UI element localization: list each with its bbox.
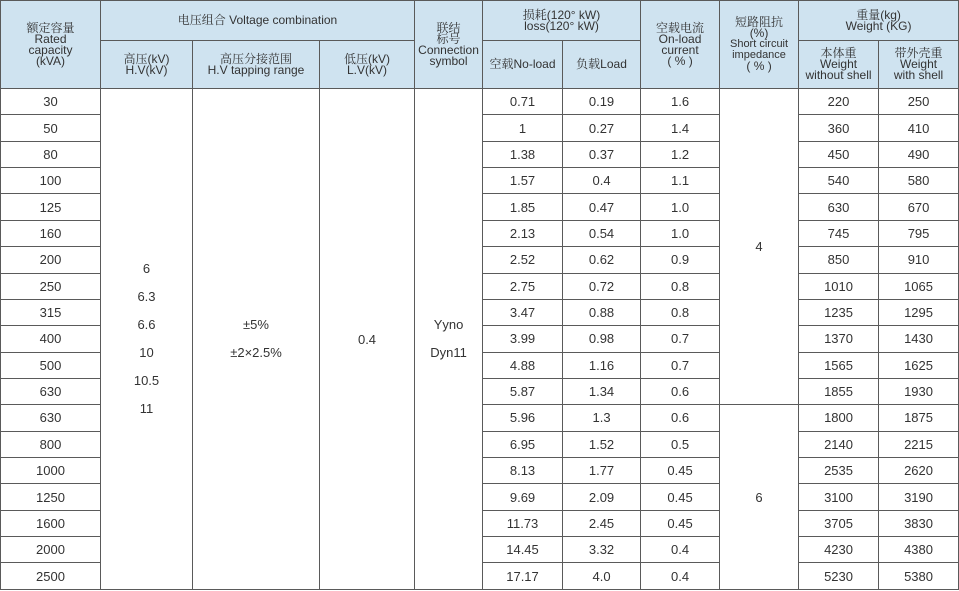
cell-no-load-current: 0.7 bbox=[641, 326, 720, 352]
header-rated-capacity bbox=[1, 1, 101, 89]
cell-weight-without-shell: 360 bbox=[799, 115, 879, 141]
cell-load-loss: 0.27 bbox=[563, 115, 641, 141]
cell-no-load-current: 1.6 bbox=[641, 89, 720, 115]
cell-load-loss: 4.0 bbox=[563, 563, 641, 590]
cell-weight-without-shell: 220 bbox=[799, 89, 879, 115]
cell-weight-without-shell: 540 bbox=[799, 168, 879, 194]
header-short-circuit-impedance bbox=[720, 1, 799, 89]
cell-weight-with-shell: 1430 bbox=[879, 326, 959, 352]
cell-load-loss: 1.52 bbox=[563, 431, 641, 457]
cell-capacity: 100 bbox=[1, 168, 101, 194]
cell-weight-with-shell: 1065 bbox=[879, 273, 959, 299]
header-load-loss: 负载Load bbox=[563, 41, 641, 89]
header-impedance-unit1: (%) bbox=[749, 26, 769, 40]
cell-weight-with-shell: 1295 bbox=[879, 299, 959, 325]
header-voltage-combination: 电压组合 Voltage combination bbox=[101, 1, 415, 41]
cell-weight-with-shell: 795 bbox=[879, 220, 959, 246]
cell-load-loss: 0.62 bbox=[563, 247, 641, 273]
cell-load-loss: 2.09 bbox=[563, 484, 641, 510]
cell-load-loss: 0.4 bbox=[563, 168, 641, 194]
header-impedance-en2: impedance bbox=[732, 49, 786, 61]
cell-no-load-loss: 5.96 bbox=[483, 405, 563, 431]
header-loss bbox=[483, 1, 641, 41]
cell-capacity: 2500 bbox=[1, 563, 101, 590]
cell-weight-with-shell: 4380 bbox=[879, 537, 959, 563]
cell-load-loss: 0.54 bbox=[563, 220, 641, 246]
header-weight-shell-en2: with shell bbox=[893, 68, 944, 82]
cell-hv-tapping-line: ±2×2.5% bbox=[230, 345, 282, 360]
cell-no-load-loss: 1.38 bbox=[483, 141, 563, 167]
header-current-cn: 空载电流 bbox=[656, 20, 705, 35]
header-capacity-unit: (kVA) bbox=[35, 53, 66, 68]
cell-no-load-loss: 1 bbox=[483, 115, 563, 141]
header-connection-en2: symbol bbox=[429, 53, 468, 68]
header-weight-body-en1: Weight bbox=[819, 57, 858, 71]
header-lv bbox=[320, 41, 415, 89]
cell-no-load-loss: 8.13 bbox=[483, 458, 563, 484]
cell-capacity: 1000 bbox=[1, 458, 101, 484]
cell-weight-with-shell: 910 bbox=[879, 247, 959, 273]
header-hv-tapping bbox=[193, 41, 320, 89]
cell-no-load-current: 1.4 bbox=[641, 115, 720, 141]
cell-weight-with-shell: 670 bbox=[879, 194, 959, 220]
cell-load-loss: 1.16 bbox=[563, 352, 641, 378]
table-body bbox=[1, 89, 959, 590]
cell-weight-without-shell: 1235 bbox=[799, 299, 879, 325]
header-weight-without-shell bbox=[799, 41, 879, 89]
cell-weight-with-shell: 250 bbox=[879, 89, 959, 115]
cell-load-loss: 0.88 bbox=[563, 299, 641, 325]
cell-capacity: 50 bbox=[1, 115, 101, 141]
cell-capacity: 315 bbox=[1, 299, 101, 325]
cell-hv-tapping bbox=[193, 89, 320, 590]
cell-no-load-current: 1.1 bbox=[641, 168, 720, 194]
cell-no-load-loss: 17.17 bbox=[483, 563, 563, 590]
cell-load-loss: 0.72 bbox=[563, 273, 641, 299]
header-connection-cn2: 标号 bbox=[436, 31, 461, 46]
cell-no-load-current: 0.45 bbox=[641, 510, 720, 536]
cell-lv-voltage: 0.4 bbox=[320, 89, 415, 590]
cell-hv-voltages-line: 6 bbox=[142, 261, 151, 276]
cell-no-load-current: 0.45 bbox=[641, 458, 720, 484]
header-capacity-cn: 额定容量 bbox=[26, 20, 75, 35]
cell-no-load-current: 1.0 bbox=[641, 194, 720, 220]
cell-no-load-loss: 1.57 bbox=[483, 168, 563, 194]
header-lv-cn: 低压(kV) bbox=[344, 51, 390, 66]
header-no-load-loss: 空载No-load bbox=[483, 41, 563, 89]
cell-capacity: 1600 bbox=[1, 510, 101, 536]
cell-capacity: 630 bbox=[1, 378, 101, 404]
cell-capacity: 30 bbox=[1, 89, 101, 115]
cell-weight-with-shell: 490 bbox=[879, 141, 959, 167]
cell-hv-voltages-line: 10.5 bbox=[133, 373, 160, 388]
cell-impedance-4: 4 bbox=[720, 89, 799, 405]
cell-weight-with-shell: 410 bbox=[879, 115, 959, 141]
header-loss-cn: 损耗(120° kW) bbox=[522, 7, 601, 22]
cell-load-loss: 0.98 bbox=[563, 326, 641, 352]
table-row bbox=[1, 89, 959, 115]
table-header bbox=[1, 1, 959, 89]
header-lv-en: L.V(kV) bbox=[347, 62, 388, 77]
cell-no-load-current: 1.0 bbox=[641, 220, 720, 246]
cell-load-loss: 2.45 bbox=[563, 510, 641, 536]
header-current-en2: current bbox=[661, 42, 699, 57]
cell-weight-with-shell: 1930 bbox=[879, 378, 959, 404]
header-weight-en: Weight (KG) bbox=[845, 18, 912, 33]
cell-no-load-loss: 6.95 bbox=[483, 431, 563, 457]
cell-weight-without-shell: 3100 bbox=[799, 484, 879, 510]
cell-capacity: 1250 bbox=[1, 484, 101, 510]
cell-weight-without-shell: 630 bbox=[799, 194, 879, 220]
cell-capacity: 2000 bbox=[1, 537, 101, 563]
header-connection-symbol bbox=[415, 1, 483, 89]
header-tapping-cn: 高压分接范围 bbox=[219, 51, 292, 66]
cell-weight-with-shell: 1625 bbox=[879, 352, 959, 378]
cell-weight-without-shell: 2535 bbox=[799, 458, 879, 484]
cell-weight-without-shell: 745 bbox=[799, 220, 879, 246]
cell-capacity: 250 bbox=[1, 273, 101, 299]
cell-load-loss: 0.19 bbox=[563, 89, 641, 115]
header-weight-shell-cn: 带外壳重 bbox=[894, 46, 943, 60]
cell-capacity: 200 bbox=[1, 247, 101, 273]
cell-no-load-loss: 11.73 bbox=[483, 510, 563, 536]
cell-no-load-loss: 2.13 bbox=[483, 220, 563, 246]
cell-hv-voltages-line: 10 bbox=[139, 345, 154, 360]
cell-hv-voltages bbox=[101, 89, 193, 590]
header-weight-body-en2: without shell bbox=[805, 68, 872, 82]
cell-hv-voltages-line: 6.6 bbox=[137, 317, 156, 332]
header-connection-cn1: 联结 bbox=[436, 20, 461, 35]
cell-no-load-current: 0.6 bbox=[641, 378, 720, 404]
cell-capacity: 800 bbox=[1, 431, 101, 457]
cell-impedance-6: 6 bbox=[720, 405, 799, 590]
cell-hv-tapping-line: ±5% bbox=[243, 317, 269, 332]
cell-no-load-current: 0.5 bbox=[641, 431, 720, 457]
cell-load-loss: 0.47 bbox=[563, 194, 641, 220]
cell-capacity: 630 bbox=[1, 405, 101, 431]
cell-no-load-loss: 0.71 bbox=[483, 89, 563, 115]
cell-load-loss: 0.37 bbox=[563, 141, 641, 167]
header-no-load-current bbox=[641, 1, 720, 89]
header-capacity-en2: capacity bbox=[28, 42, 73, 57]
cell-no-load-current: 0.9 bbox=[641, 247, 720, 273]
header-weight-with-shell bbox=[879, 41, 959, 89]
header-impedance-en1: Short circuit bbox=[729, 38, 789, 50]
cell-no-load-current: 0.8 bbox=[641, 273, 720, 299]
cell-connection-symbol bbox=[415, 89, 483, 590]
cell-weight-without-shell: 4230 bbox=[799, 537, 879, 563]
cell-weight-without-shell: 3705 bbox=[799, 510, 879, 536]
header-weight-shell-en1: Weight bbox=[899, 57, 938, 71]
cell-weight-with-shell: 2620 bbox=[879, 458, 959, 484]
header-weight bbox=[799, 1, 959, 41]
cell-weight-with-shell: 2215 bbox=[879, 431, 959, 457]
cell-weight-with-shell: 1875 bbox=[879, 405, 959, 431]
header-hv-cn: 高压(kV) bbox=[123, 51, 170, 66]
cell-no-load-current: 1.2 bbox=[641, 141, 720, 167]
cell-weight-without-shell: 5230 bbox=[799, 563, 879, 590]
cell-no-load-loss: 2.75 bbox=[483, 273, 563, 299]
cell-no-load-current: 0.4 bbox=[641, 537, 720, 563]
cell-no-load-loss: 3.99 bbox=[483, 326, 563, 352]
cell-no-load-loss: 9.69 bbox=[483, 484, 563, 510]
cell-no-load-loss: 14.45 bbox=[483, 537, 563, 563]
cell-no-load-current: 0.8 bbox=[641, 299, 720, 325]
header-tapping-en: H.V tapping range bbox=[207, 62, 305, 77]
cell-no-load-loss: 1.85 bbox=[483, 194, 563, 220]
cell-weight-with-shell: 5380 bbox=[879, 563, 959, 590]
cell-hv-voltages-line: 11 bbox=[139, 401, 154, 416]
cell-no-load-loss: 3.47 bbox=[483, 299, 563, 325]
cell-no-load-current: 0.6 bbox=[641, 405, 720, 431]
cell-capacity: 160 bbox=[1, 220, 101, 246]
cell-weight-with-shell: 3830 bbox=[879, 510, 959, 536]
cell-no-load-loss: 4.88 bbox=[483, 352, 563, 378]
cell-hv-voltages-line: 6.3 bbox=[137, 289, 156, 304]
cell-load-loss: 1.77 bbox=[563, 458, 641, 484]
cell-load-loss: 1.34 bbox=[563, 378, 641, 404]
cell-connection-symbol-line: Dyn11 bbox=[430, 345, 467, 360]
header-loss-en: loss(120° kW) bbox=[524, 18, 599, 33]
header-impedance-unit2: ( % ) bbox=[746, 59, 772, 73]
cell-no-load-loss: 5.87 bbox=[483, 378, 563, 404]
cell-weight-without-shell: 1800 bbox=[799, 405, 879, 431]
cell-weight-without-shell: 850 bbox=[799, 247, 879, 273]
cell-weight-with-shell: 3190 bbox=[879, 484, 959, 510]
header-connection-en1: Connection bbox=[418, 42, 479, 57]
cell-capacity: 80 bbox=[1, 141, 101, 167]
header-current-en1: On-load bbox=[658, 31, 702, 46]
header-impedance-cn: 短路阻抗 bbox=[735, 15, 784, 29]
header-hv-en: H.V(kV) bbox=[125, 62, 168, 77]
cell-weight-without-shell: 1855 bbox=[799, 378, 879, 404]
cell-weight-without-shell: 450 bbox=[799, 141, 879, 167]
cell-weight-with-shell: 580 bbox=[879, 168, 959, 194]
header-current-unit: ( % ) bbox=[667, 53, 693, 68]
cell-weight-without-shell: 1565 bbox=[799, 352, 879, 378]
header-weight-cn: 重量(kg) bbox=[856, 7, 901, 22]
cell-capacity: 400 bbox=[1, 326, 101, 352]
cell-capacity: 500 bbox=[1, 352, 101, 378]
cell-load-loss: 3.32 bbox=[563, 537, 641, 563]
cell-no-load-current: 0.4 bbox=[641, 563, 720, 590]
header-hv bbox=[101, 41, 193, 89]
cell-no-load-current: 0.7 bbox=[641, 352, 720, 378]
cell-weight-without-shell: 2140 bbox=[799, 431, 879, 457]
header-capacity-en1: Rated bbox=[34, 31, 67, 46]
cell-capacity: 125 bbox=[1, 194, 101, 220]
cell-weight-without-shell: 1370 bbox=[799, 326, 879, 352]
cell-load-loss: 1.3 bbox=[563, 405, 641, 431]
cell-connection-symbol-line: Yyno bbox=[433, 317, 464, 332]
header-weight-body-cn: 本体重 bbox=[820, 46, 857, 60]
cell-no-load-current: 0.45 bbox=[641, 484, 720, 510]
cell-weight-without-shell: 1010 bbox=[799, 273, 879, 299]
cell-no-load-loss: 2.52 bbox=[483, 247, 563, 273]
